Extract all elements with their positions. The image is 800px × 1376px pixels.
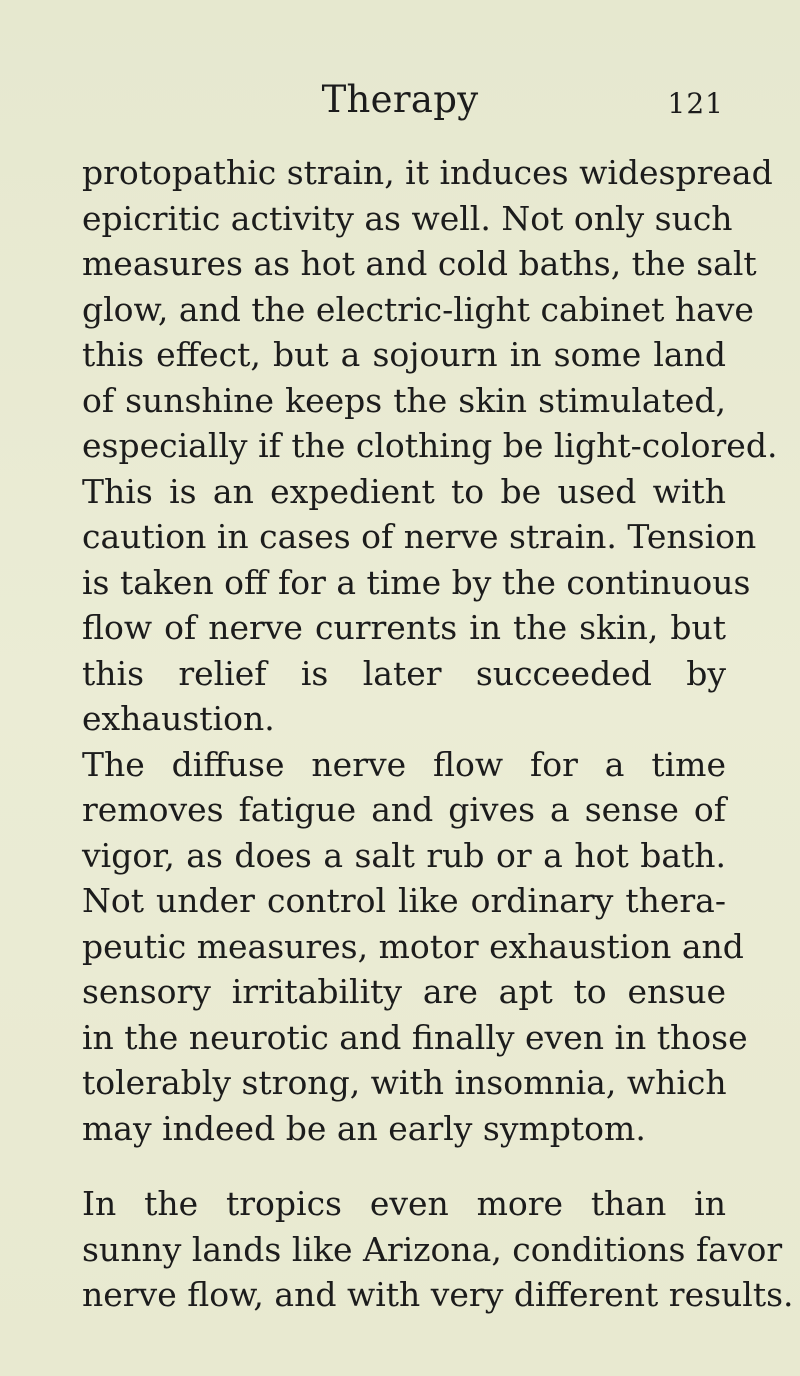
paragraph-gap bbox=[82, 1151, 726, 1181]
text-line: vigor, as does a salt rub or a hot bath. bbox=[82, 835, 726, 875]
text-line: caution in cases of nerve strain. Tension bbox=[82, 517, 757, 556]
text-line: in the neurotic and finally even in those bbox=[82, 1017, 748, 1057]
text-line: In the tropics even more than in bbox=[82, 1184, 726, 1223]
text-line: nerve flow, and with very different results. bbox=[82, 1275, 794, 1314]
text-line: sunny lands like Arizona, conditions favor bbox=[82, 1229, 783, 1269]
text-line: of sunshine keeps the skin stimulated, bbox=[82, 380, 726, 420]
text-line: peutic measures, motor exhaustion and bbox=[82, 926, 744, 966]
text-line: sensory irritability are apt to ensue bbox=[82, 972, 726, 1011]
body-text bbox=[82, 150, 794, 1318]
text-line: may indeed be an early symptom. bbox=[82, 1108, 646, 1148]
text-line: is taken off for a time by the continuous bbox=[82, 562, 751, 602]
text-line: exhaustion. bbox=[82, 699, 275, 738]
text-line: The diffuse nerve flow for a time bbox=[82, 744, 726, 784]
text-line: This is an expedient to be used with bbox=[82, 471, 726, 511]
page-header bbox=[0, 76, 800, 132]
text-line: epicritic activity as well. Not only such bbox=[82, 198, 733, 238]
text-line: this effect, but a sojourn in some land bbox=[82, 335, 726, 374]
text-line: especially if the clothing be light-colored. bbox=[82, 426, 778, 465]
text-line: this relief is later succeeded by bbox=[82, 653, 726, 693]
running-head-title: Therapy bbox=[321, 78, 479, 121]
text-line: tolerably strong, with insomnia, which bbox=[82, 1063, 727, 1102]
text-line: flow of nerve currents in the skin, but bbox=[82, 608, 726, 647]
text-line: removes fatigue and gives a sense of bbox=[82, 790, 726, 829]
text-line: Not under control like ordinary thera- bbox=[82, 881, 726, 920]
text-line: measures as hot and cold baths, the salt bbox=[82, 244, 757, 283]
page-number: 121 bbox=[667, 87, 724, 120]
text-line: protopathic strain, it induces widespread bbox=[82, 153, 773, 192]
text-line: glow, and the electric-light cabinet have bbox=[82, 289, 754, 329]
